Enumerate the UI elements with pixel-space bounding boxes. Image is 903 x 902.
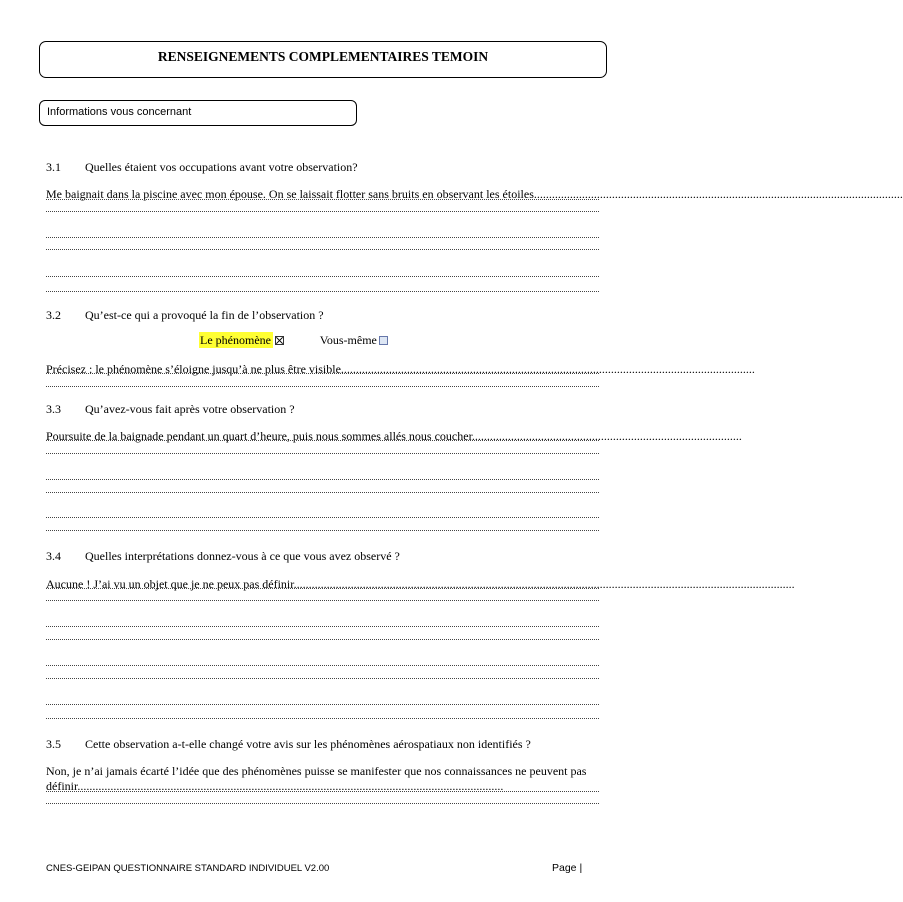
answer-text: Poursuite de la baignade pendant un quart d’heure, puis nous sommes allés nous coucher	[46, 429, 472, 443]
footer-form-id: CNES-GEIPAN QUESTIONNAIRE STANDARD INDIVIDUEL V2.00	[46, 863, 330, 874]
dotted-line	[46, 665, 599, 667]
question-3-1	[46, 160, 358, 174]
dotted-line	[46, 803, 599, 805]
question-text: Quelles interprétations donnez-vous à ce que vous avez observé ?	[85, 549, 400, 563]
dotted-line	[46, 678, 599, 680]
question-text: Qu’avez-vous fait après votre observation ?	[85, 402, 295, 416]
question-number: 3.2	[46, 308, 61, 322]
answer-3-2[interactable]: Précisez : le phénomène s’éloigne jusqu’à ne plus être visible..........................................................................................................................................	[46, 362, 755, 376]
dotted-line	[46, 479, 599, 481]
footer-page-label: Page |	[552, 862, 583, 874]
question-3-4	[46, 549, 400, 563]
dotted-line	[46, 530, 599, 532]
question-3-5	[46, 737, 531, 751]
dotted-line	[46, 600, 599, 602]
question-text: Cette observation a-t-elle changé votre avis sur les phénomènes aérospatiaux non identifiés ?	[85, 737, 531, 751]
dotted-line	[46, 373, 599, 375]
question-number: 3.3	[46, 402, 61, 416]
dotted-line	[46, 588, 599, 590]
dotted-line	[46, 704, 599, 706]
dotted-line	[46, 440, 599, 442]
dotted-line	[46, 453, 599, 455]
dotted-line	[46, 517, 599, 519]
option-self-label: Vous-même	[319, 333, 377, 347]
question-text: Quelles étaient vos occupations avant votre observation?	[85, 160, 358, 174]
answer-3-3[interactable]: Poursuite de la baignade pendant un quart d’heure, puis nous sommes allés nous coucher..........................................................................................	[46, 429, 742, 443]
answer-text: Me baignait dans la piscine avec mon épouse. On se laissait flotter sans bruits en observant les étoiles.	[46, 187, 537, 201]
dotted-line	[46, 199, 599, 201]
answer-text: Non, je n’ai jamais écarté l’idée que des phénomènes puisse se manifester que nos connaissances ne peuvent pas définir	[46, 764, 587, 793]
dotted-line	[46, 639, 599, 641]
option-phenomenon-label: Le phénomène	[200, 333, 271, 347]
section-label: Informations vous concernant	[39, 100, 357, 126]
dotted-line	[46, 249, 599, 251]
dotted-line	[46, 492, 599, 494]
question-number: 3.1	[46, 160, 61, 174]
answer-text: Précisez : le phénomène s’éloigne jusqu’à ne plus être visible	[46, 362, 341, 376]
answer-3-1[interactable]: Me baignait dans la piscine avec mon épouse. On se laissait flotter sans bruits en observant les étoiles...........................................................................................................................	[46, 187, 903, 201]
dotted-line	[46, 386, 599, 388]
answer-3-5[interactable]: Non, je n’ai jamais écarté l’idée que des phénomènes puisse se manifester que nos connaissances ne peuvent pas définir..............................................................................................................................................	[46, 764, 587, 793]
dotted-line	[46, 291, 599, 293]
dotted-line	[46, 791, 599, 793]
end-cause-options	[199, 333, 388, 347]
dotted-line	[46, 276, 599, 278]
dotted-line	[46, 211, 599, 213]
answer-text: Aucune ! J’ai vu un objet que je ne peux pas définir	[46, 577, 294, 591]
question-number: 3.5	[46, 737, 61, 751]
dotted-line	[46, 718, 599, 720]
answer-3-4[interactable]: Aucune ! J’ai vu un objet que je ne peux pas définir.......................................................................................................................................................................	[46, 577, 795, 591]
dotted-line	[46, 626, 599, 628]
dotted-line	[46, 237, 599, 239]
question-number: 3.4	[46, 549, 61, 563]
question-3-2	[46, 308, 324, 322]
form-title: RENSEIGNEMENTS COMPLEMENTAIRES TEMOIN	[39, 41, 607, 78]
question-text: Qu’est-ce qui a provoqué la fin de l’observation ?	[85, 308, 324, 322]
phenomenon-checkbox[interactable]	[275, 336, 284, 345]
question-3-3	[46, 402, 295, 416]
self-checkbox[interactable]	[379, 336, 388, 345]
